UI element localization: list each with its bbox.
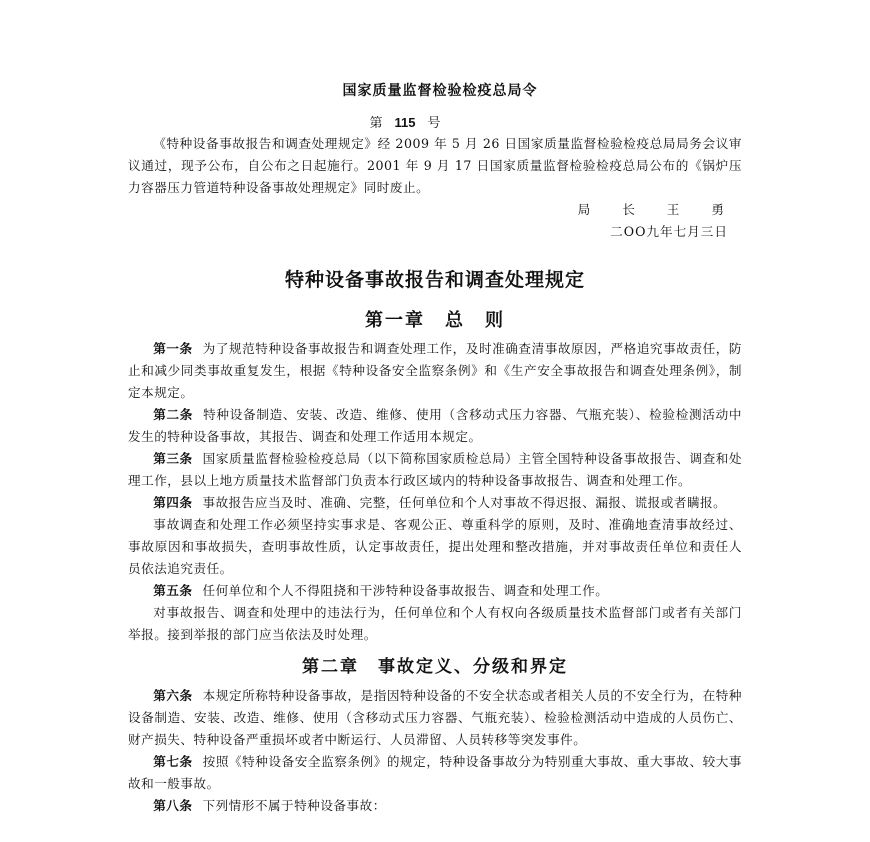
article-6 [128,685,742,751]
article-6-text: 本规定所称特种设备事故，是指因特种设备的不安全状态或者相关人员的不安全行为，在特种设备制造、安装、改造、维修、使用（含移动式压力容器、气瓶充装）、检验检测活动中造成的人员伤亡、财产损失、特种设备严重损坏或者中断运行、人员滞留、人员转移等突发事件。 [128,688,742,747]
order-number-prefix: 第 [369,116,383,131]
order-signer: 局 长 王 勇 [577,202,732,217]
order-body: 《特种设备事故报告和调查处理规定》经 2009 年 5 月 26 日国家质量监督检验检疫总局局务会议审议通过，现予公布，自公布之日起施行。2001 年 9 月 17 日国家质量监督检验检疫总局公布的《锅炉压力容器压力管道特种设备事故处理规定》同时废止。 [128,136,742,195]
article-4 [128,492,742,514]
article-4-label: 第四条 [153,495,193,510]
article-5 [128,580,742,602]
article-6-label: 第六条 [153,688,193,703]
article-1 [128,338,742,404]
article-8 [128,795,742,817]
article-4-text: 事故报告应当及时、准确、完整，任何单位和个人对事故不得迟报、漏报、谎报或者瞒报。 [202,495,727,510]
article-8-label: 第八条 [153,798,193,813]
article-2-text: 特种设备制造、安装、改造、维修、使用（含移动式压力容器、气瓶充装）、检验检测活动中发生的特种设备事故，其报告、调查和处理工作适用本规定。 [128,407,743,444]
article-7-text: 按照《特种设备安全监察条例》的规定，特种设备事故分为特别重大事故、重大事故、较大事故和一般事故。 [128,754,742,791]
article-1-text: 为了规范特种设备事故报告和调查处理工作，及时准确查清事故原因，严格追究事故责任，防止和减少同类事故重复发生，根据《特种设备安全监察条例》和《生产安全事故报告和调查处理条例》，制定本规定。 [128,341,742,400]
order-number-line [128,112,742,131]
article-7 [128,751,742,795]
article-2-label: 第二条 [153,407,194,422]
article-3-text: 国家质量监督检验检疫总局（以下简称国家质检总局）主管全国特种设备事故报告、调查和处理工作，县以上地方质量技术监督部门负责本行政区域内的特种设备事故报告、调查和处理工作。 [128,451,742,488]
article-7-label: 第七条 [153,754,193,769]
article-1-label: 第一条 [153,341,193,356]
order-title: 国家质量监督检验检疫总局令 [342,83,538,99]
report-paragraph: 对事故报告、调查和处理中的违法行为，任何单位和个人有权向各级质量技术监督部门或者有关部门举报。接到举报的部门应当依法及时处理。 [128,605,742,642]
order-number-suffix: 号 [427,116,441,131]
article-8-text: 下列情形不属于特种设备事故： [202,798,386,813]
chapter-2-title: 第二章 事故定义、分级和界定 [302,657,568,677]
article-3-label: 第三条 [153,451,193,466]
article-5-label: 第五条 [153,583,193,598]
document-page [128,80,742,817]
regulation-title: 特种设备事故报告和调查处理规定 [284,269,585,291]
article-2 [128,404,742,448]
order-date: 二OO九年七月三日 [610,224,728,239]
order-number: 115 [394,115,416,130]
article-3 [128,448,742,492]
chapter-1-title: 第一章 总 则 [365,310,505,331]
investigation-paragraph: 事故调查和处理工作必须坚持实事求是、客观公正、尊重科学的原则，及时、准确地查清事故经过、事故原因和事故损失，查明事故性质，认定事故责任，提出处理和整改措施，并对事故责任单位和责任人员依法追究责任。 [128,517,742,576]
article-5-text: 任何单位和个人不得阻挠和干涉特种设备事故报告、调查和处理工作。 [202,583,609,598]
